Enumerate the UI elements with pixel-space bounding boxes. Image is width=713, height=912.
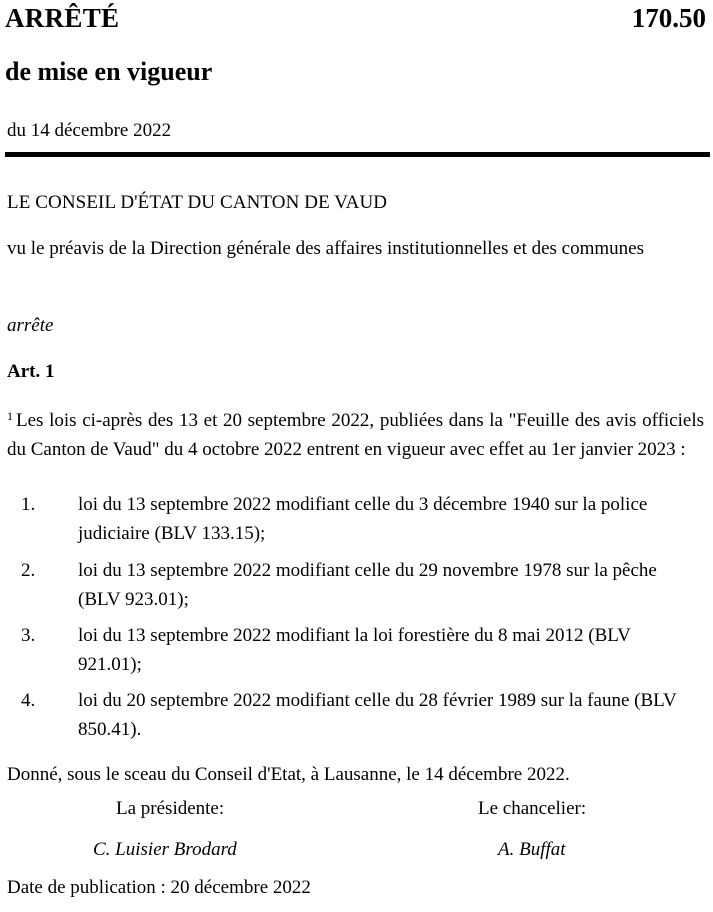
paragraph-text: Les lois ci-après des 13 et 20 septembre 2022, publiées dans la "Feuille des avis officiels du Canton de Vaud" du 4 octobre 2022 entrent en vigueur avec effet au 1er janvier 2023 : <box>7 410 704 460</box>
given-statement: Donné, sous le sceau du Conseil d'Etat, à Lausanne, le 14 décembre 2022. <box>7 764 570 785</box>
paragraph-number: 1 <box>7 409 13 423</box>
chancellor-name: A. Buffat <box>498 839 566 860</box>
chancellor-label: Le chancelier: <box>478 798 587 819</box>
list-item-text: loi du 13 septembre 2022 modifiant celle du 3 décembre 1940 sur la police judiciaire (BLV 133.15); <box>78 494 648 544</box>
decree-word: arrête <box>7 315 54 336</box>
list-item-text: loi du 13 septembre 2022 modifiant la loi forestière du 8 mai 2012 (BLV 921.01); <box>78 625 631 675</box>
article-heading: Art. 1 <box>7 361 55 382</box>
list-item-number: 4. <box>21 690 36 711</box>
article-paragraph <box>7 402 704 464</box>
list-item-text: loi du 20 septembre 2022 modifiant celle du 28 février 1989 sur la faune (BLV 850.41). <box>78 690 677 740</box>
list-item-number: 3. <box>21 625 36 646</box>
preamble: vu le préavis de la Direction générale des affaires institutionnelles et des communes <box>7 238 644 259</box>
document-date: du 14 décembre 2022 <box>7 120 172 141</box>
document-subtitle: de mise en vigueur <box>5 57 213 86</box>
issuing-authority: LE CONSEIL D'ÉTAT DU CANTON DE VAUD <box>7 192 388 213</box>
list-item-number: 1. <box>21 494 36 515</box>
list-item-text: loi du 13 septembre 2022 modifiant celle du 29 novembre 1978 sur la pêche (BLV 923.01); <box>78 560 657 610</box>
document-number: 170.50 <box>631 3 706 33</box>
president-label: La présidente: <box>116 798 225 819</box>
president-name: C. Luisier Brodard <box>93 839 237 860</box>
list-item-number: 2. <box>21 560 36 581</box>
publication-date: Date de publication : 20 décembre 2022 <box>7 877 311 898</box>
document-title: ARRÊTÉ <box>5 3 120 33</box>
header-divider <box>5 152 710 157</box>
